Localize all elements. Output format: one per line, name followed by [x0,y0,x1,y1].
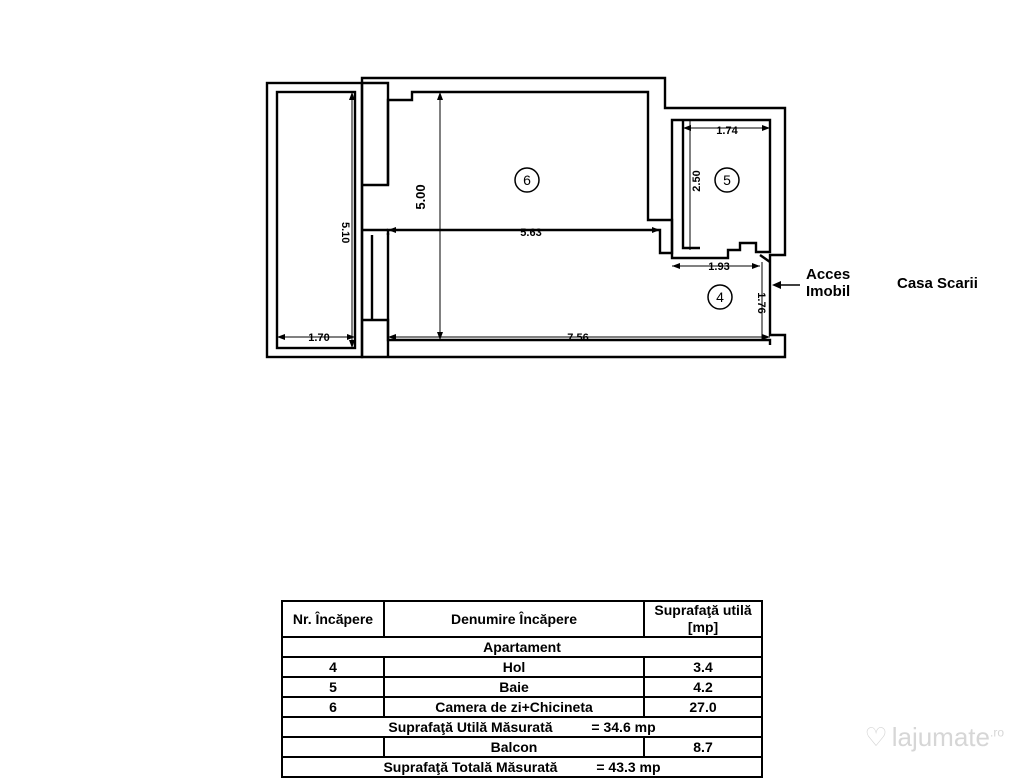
balcony-row [282,737,762,757]
dim-balcony-width: 1.70 [308,332,330,344]
table-row [282,657,762,677]
grand-total-row [282,757,762,777]
section-row [282,637,762,657]
entry-threshold [760,255,770,262]
row-name: Camera de zi+Chicineta [384,697,644,717]
header-room-number: Nr. Încăpere [282,601,384,637]
access-arrow [772,281,800,289]
balcony-number [282,737,384,757]
access-label-line1: Acces [806,266,851,283]
room-5-marker [715,168,739,192]
staircase-label: Casa Scarii [897,275,978,292]
table-header-row [282,601,762,637]
dim-balcony-height: 5.10 [339,222,351,244]
useful-total: Suprafaţă Utilă Măsurată = 34.6 mp [282,717,762,737]
dim-total-length: 7.56 [567,332,589,344]
heart-logo-icon: ♡ [864,722,888,752]
room-6-number: 6 [523,172,531,188]
dim-living-height: 5.00 [413,184,428,210]
header-area: Suprafaţă utilă [mp] [644,601,762,637]
row-name: Hol [384,657,644,677]
room-area-table [281,600,763,778]
dim-bath-height: 2.50 [691,170,703,192]
useful-total-row [282,717,762,737]
access-label-line2: Imobil [806,283,851,300]
row-number: 4 [282,657,384,677]
row-area: 4.2 [644,677,762,697]
balcony-inner-outline [277,92,355,348]
row-area: 3.4 [644,657,762,677]
dim-hall-depth: 1.76 [755,292,767,314]
dim-bath-width: 1.74 [716,125,738,137]
room-5-number: 5 [723,172,731,188]
watermark-text: lajumate [891,722,990,752]
room-4-marker [708,285,732,309]
row-area: 27.0 [644,697,762,717]
lower-left-column [362,230,388,357]
grand-total: Suprafaţă Totală Măsurată = 43.3 mp [282,757,762,777]
room-4-number: 4 [716,289,724,305]
room-6-marker [515,168,539,192]
balcony-outline [267,83,362,357]
table-row [282,677,762,697]
row-number: 5 [282,677,384,697]
dim-hall-width: 1.93 [708,261,730,273]
dim-living-width: 5.63 [520,227,542,239]
watermark-suffix: .ro [989,725,1004,740]
balcony-name: Balcon [384,737,644,757]
row-name: Baie [384,677,644,697]
table-row [282,697,762,717]
access-label [806,266,850,300]
pillar-left [362,83,388,185]
site-watermark [864,722,1004,753]
header-room-name: Denumire Încăpere [384,601,644,637]
row-number: 6 [282,697,384,717]
balcony-area: 8.7 [644,737,762,757]
section-title: Apartament [282,637,762,657]
